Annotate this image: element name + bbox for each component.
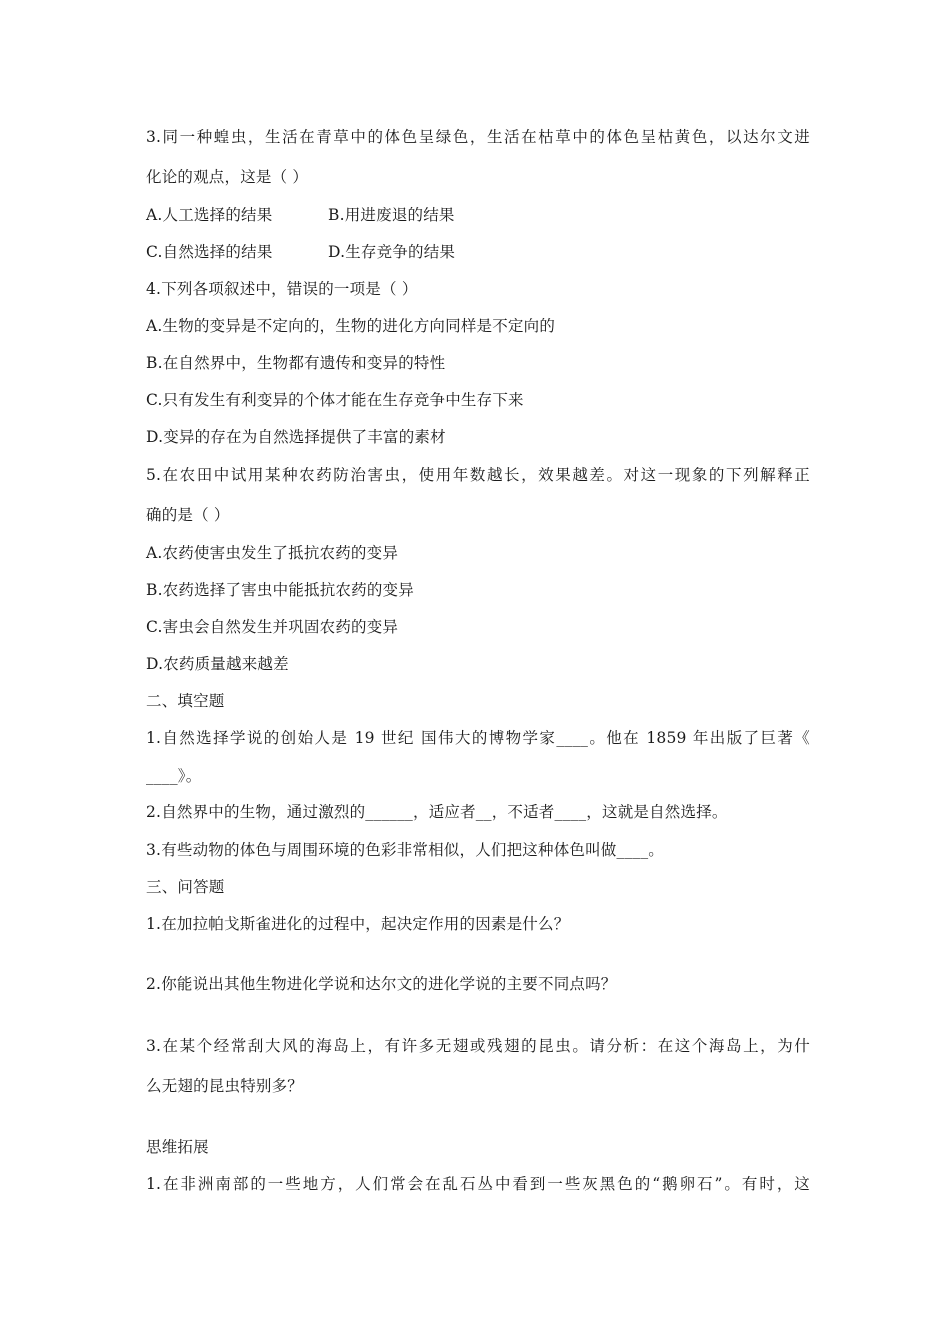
- q3-stem-line2: 化论的观点，这是（ ）: [146, 168, 309, 186]
- q3-options-row1: [146, 204, 810, 226]
- q3-options-row2: [146, 241, 810, 263]
- q3-stem-line1: 3.同一种蝗虫，生活在青草中的体色呈绿色，生活在枯草中的体色呈枯黄色，以达尔文进: [146, 128, 810, 146]
- q3-option-a: A.人工选择的结果: [146, 206, 273, 224]
- fill-blank-heading: 二、填空题: [146, 692, 225, 710]
- short-answer-heading: 三、问答题: [146, 878, 225, 896]
- q5-option-d: D.农药质量越来越差: [146, 655, 289, 673]
- answer-q1: 1.在加拉帕戈斯雀进化的过程中，起决定作用的因素是什么？: [146, 915, 570, 933]
- q4-stem: 4.下列各项叙述中，错误的一项是（ ）: [146, 280, 418, 298]
- q4-option-b: B.在自然界中，生物都有遗传和变异的特性: [146, 354, 446, 372]
- answer-q2: 2.你能说出其他生物进化学说和达尔文的进化学说的主要不同点吗？: [146, 975, 617, 993]
- answer-q3-line1: 3.在某个经常刮大风的海岛上，有许多无翅或残翅的昆虫。请分析：在这个海岛上，为什: [146, 1037, 810, 1055]
- fill-q2: 2.自然界中的生物，通过激烈的______，适应者__，不适者____，这就是自然选择。: [146, 803, 728, 821]
- q5-option-b: B.农药选择了害虫中能抵抗农药的变异: [146, 581, 414, 599]
- q3-option-c: C.自然选择的结果: [146, 243, 273, 261]
- q4-option-d: D.变异的存在为自然选择提供了丰富的素材: [146, 428, 446, 446]
- q4-option-c: C.只有发生有利变异的个体才能在生存竞争中生存下来: [146, 391, 524, 409]
- extension-heading: 思维拓展: [146, 1138, 209, 1156]
- fill-q1-line1: 1.自然选择学说的创始人是 19 世纪 国伟大的博物学家____。他在 1859 年出版了巨著《: [146, 729, 810, 747]
- q5-option-a: A.农药使害虫发生了抵抗农药的变异: [146, 544, 399, 562]
- q3-option-b: B.用进废退的结果: [328, 206, 455, 224]
- fill-q3: 3.有些动物的体色与周围环境的色彩非常相似，人们把这种体色叫做____。: [146, 841, 664, 859]
- q5-option-c: C.害虫会自然发生并巩固农药的变异: [146, 618, 399, 636]
- answer-q3-line2: 么无翅的昆虫特别多？: [146, 1077, 304, 1095]
- q5-stem-line2: 确的是（ ）: [146, 506, 230, 524]
- fill-q1-line2: ____》。: [146, 767, 202, 785]
- q3-option-d: D.生存竞争的结果: [328, 243, 456, 261]
- q4-option-a: A.生物的变异是不定向的，生物的进化方向同样是不定向的: [146, 317, 556, 335]
- extension-q1-line1: 1.在非洲南部的一些地方，人们常会在乱石丛中看到一些灰黑色的“鹅卵石”。有时，这: [146, 1175, 810, 1193]
- q5-stem-line1: 5.在农田中试用某种农药防治害虫，使用年数越长，效果越差。对这一现象的下列解释正: [146, 466, 810, 484]
